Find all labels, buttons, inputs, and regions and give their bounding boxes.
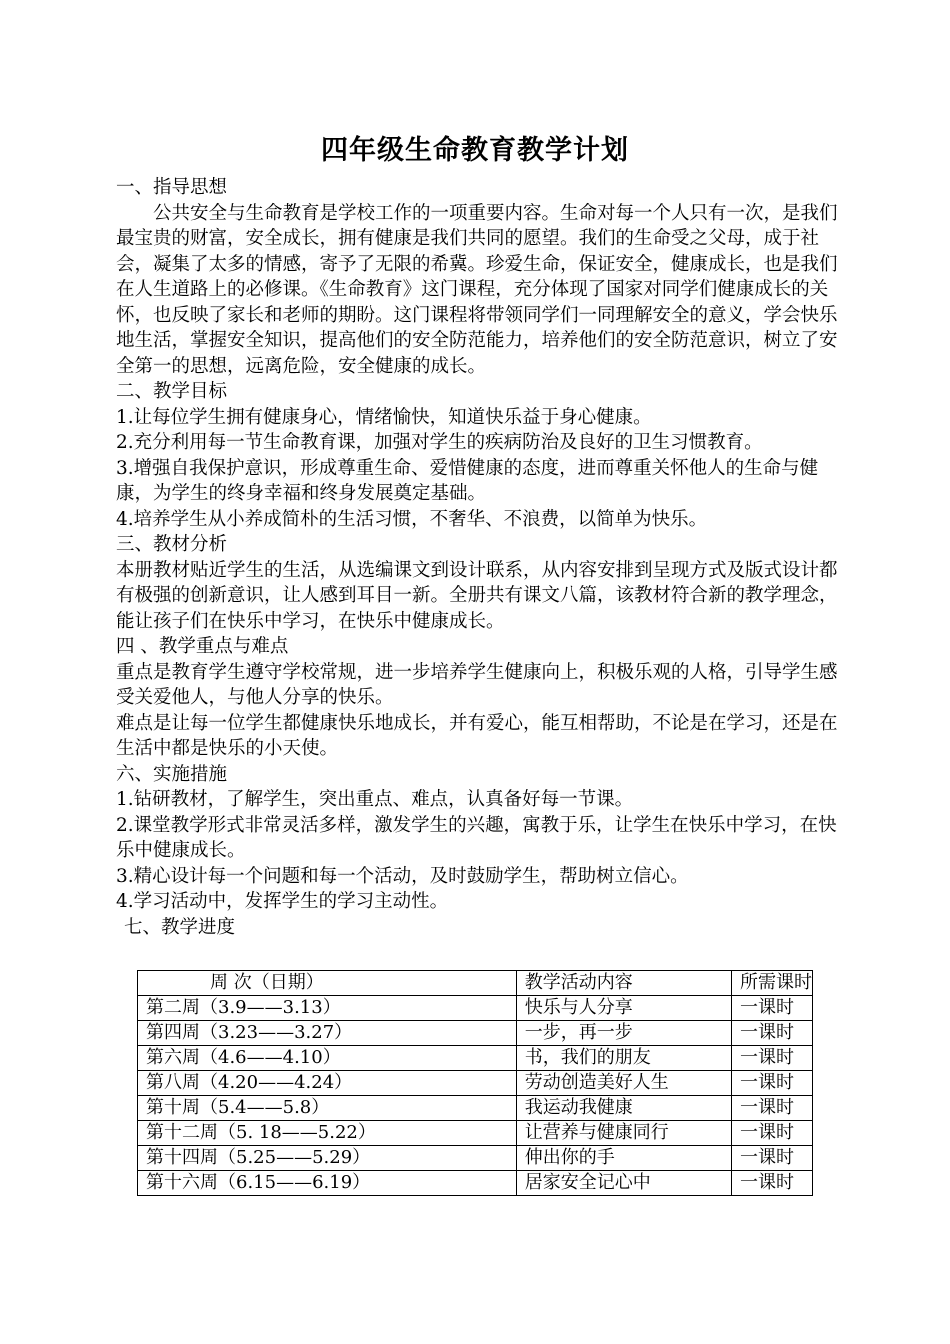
table-row xyxy=(138,1071,813,1096)
cell-hours: 一课时 xyxy=(732,1121,813,1146)
material-analysis-paragraph: 本册教材贴近学生的生活，从选编课文到设计联系，从内容安排到呈现方式及版式设计都有极强的创新意识，让人感到耳目一新。全册共有课文八篇，该教材符合新的教学理念，能让孩子们在快乐中学习，在快乐中健康成长。 xyxy=(116,559,838,632)
cell-week: 第二周（3.9——3.13） xyxy=(138,996,517,1021)
cell-week: 第八周（4.20——4.24） xyxy=(138,1071,517,1096)
goal-item: 4.培养学生从小养成简朴的生活习惯，不奢华、不浪费，以简单为快乐。 xyxy=(116,508,708,530)
measure-item: 4.学习活动中，发挥学生的学习主动性。 xyxy=(116,891,449,912)
cell-activity: 劳动创造美好人生 xyxy=(516,1071,731,1096)
cell-activity: 我运动我健康 xyxy=(516,1096,731,1121)
goal-item: 2.充分利用每一节生命教育课，加强对学生的疾病防治及良好的卫生习惯教育。 xyxy=(116,432,763,453)
table-row xyxy=(138,1121,813,1146)
header-activity: 教学活动内容 xyxy=(516,971,731,996)
table-row xyxy=(138,996,813,1021)
cell-hours: 一课时 xyxy=(732,1046,813,1071)
goal-item: 3.增强自我保护意识，形成尊重生命、爱惜健康的态度，进而尊重关怀他人的生命与健康，为学生的终身幸福和终身发展奠定基础。 xyxy=(116,457,819,504)
cell-hours: 一课时 xyxy=(732,1071,813,1096)
cell-activity: 伸出你的手 xyxy=(516,1146,731,1171)
table-row xyxy=(138,1171,813,1196)
cell-hours: 一课时 xyxy=(732,996,813,1021)
section-heading-measures: 六、实施措施 xyxy=(116,763,228,785)
cell-week: 第十四周（5.25——5.29） xyxy=(138,1146,517,1171)
section-heading-material-analysis: 三、教材分析 xyxy=(116,534,228,555)
section-heading-key-points: 四 、教学重点与难点 xyxy=(116,636,289,657)
difficulty-paragraph: 难点是让每一位学生都健康快乐地成长，并有爱心，能互相帮助，不论是在学习，还是在生活中都是快乐的小天使。 xyxy=(116,712,838,759)
cell-hours: 一课时 xyxy=(732,1021,813,1046)
header-week: 周 次（日期） xyxy=(138,971,517,996)
cell-activity: 居家安全记心中 xyxy=(516,1171,731,1196)
cell-activity: 书，我们的朋友 xyxy=(516,1046,731,1071)
guiding-thought-paragraph: 公共安全与生命教育是学校工作的一项重要内容。生命对每一个人只有一次，是我们最宝贵的财富，安全成长，拥有健康是我们共同的愿望。我们的生命受之父母，成于社会，凝集了太多的情感，寄予了无限的希冀。珍爱生命，保证安全，健康成长，也是我们在人生道路上的必修课。《生命教育》这门课程，充分体现了国家对同学们健康成长的关怀，也反映了家长和老师的期盼。这门课程将带领同学们一同理解安全的意义，学会快乐地生活，掌握安全知识，提高他们的安全防范能力，培养他们的安全防范意识，树立了安全第一的思想，远离危险，安全健康的成长。 xyxy=(116,202,838,377)
cell-hours: 一课时 xyxy=(732,1146,813,1171)
table-row xyxy=(138,1096,813,1121)
cell-activity: 一步，再一步 xyxy=(516,1021,731,1046)
cell-week: 第十周（5.4——5.8） xyxy=(138,1096,517,1121)
cell-week: 第六周（4.6——4.10） xyxy=(138,1046,517,1071)
document-title: 四年级生命教育教学计划 xyxy=(321,135,629,166)
section-heading-schedule: 七、教学进度 xyxy=(124,916,236,938)
cell-activity: 让营养与健康同行 xyxy=(516,1121,731,1146)
table-row xyxy=(138,1046,813,1071)
key-point-paragraph: 重点是教育学生遵守学校常规，进一步培养学生健康向上，积极乐观的人格，引导学生感受关爱他人，与他人分享的快乐。 xyxy=(116,661,838,708)
cell-hours: 一课时 xyxy=(732,1171,813,1196)
section-heading-guiding-thought: 一、指导思想 xyxy=(116,177,228,198)
section-heading-teaching-goals: 二、教学目标 xyxy=(116,381,228,402)
cell-hours: 一课时 xyxy=(732,1096,813,1121)
measure-item: 2.课堂教学形式非常灵活多样，激发学生的兴趣，寓教于乐，让学生在快乐中学习，在快乐中健康成长。 xyxy=(116,814,837,861)
schedule-table xyxy=(137,970,813,1196)
cell-activity: 快乐与人分享 xyxy=(516,996,731,1021)
measure-item: 1.钻研教材，了解学生，突出重点、难点，认真备好每一节课。 xyxy=(116,789,634,810)
cell-week: 第十二周（5. 18——5.22） xyxy=(138,1121,517,1146)
table-row xyxy=(138,1021,813,1046)
measure-item: 3.精心设计每一个问题和每一个活动，及时鼓励学生，帮助树立信心。 xyxy=(116,865,689,887)
document-body xyxy=(116,175,854,940)
cell-week: 第十六周（6.15——6.19） xyxy=(138,1171,517,1196)
cell-week: 第四周（3.23——3.27） xyxy=(138,1021,517,1046)
table-row xyxy=(138,1146,813,1171)
header-hours: 所需课时 xyxy=(732,971,813,996)
goal-item: 1.让每位学生拥有健康身心，情绪愉快，知道快乐益于身心健康。 xyxy=(116,406,652,428)
table-header-row xyxy=(138,971,813,996)
